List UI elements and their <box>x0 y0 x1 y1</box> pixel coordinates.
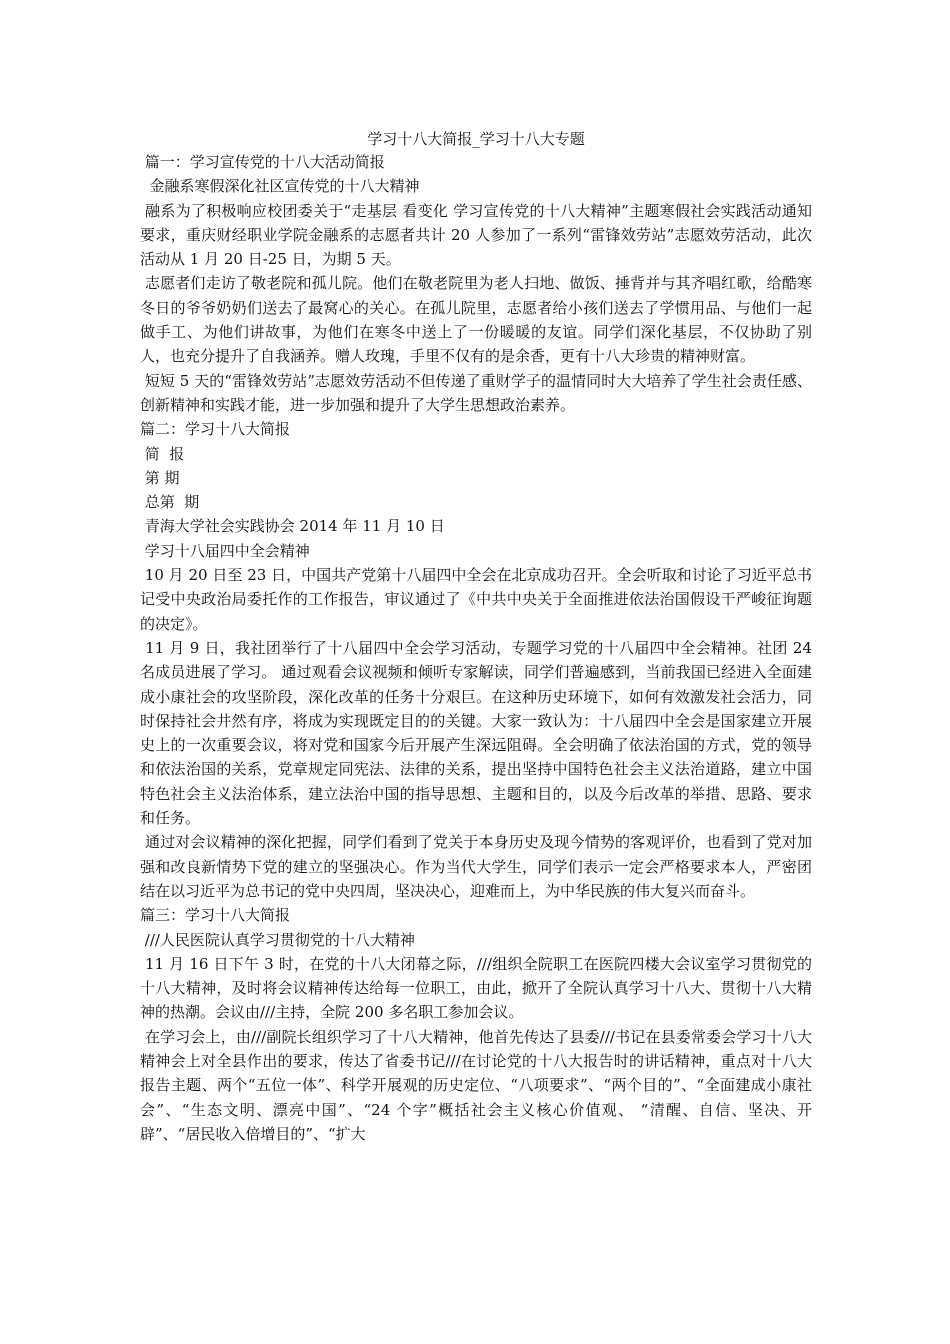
document-title: 学习十八大简报_学习十八大专题 <box>367 130 585 148</box>
section-heading: 青海大学社会实践协会 2014 年 11 月 10 日 <box>140 517 445 536</box>
body-paragraph: 11 月 9 日，我社团举行了十八届四中全会学习活动，专题学习党的十八届四中全会精神。社团 24 名成员进展了学习。 通过观看会议视频和倾听专家解读，同学们普遍感到，当前我国已经进入全面建成小康社会的攻坚阶段，深化改革的任务十分艰巨。在这种历史环境下，如何有效激发社会活力，同时保持社会井然有序，将成为实现既定目的的关键。大家一致认为：十八届四中全会是国家建立开展史上的一次重要会议，将对党和国家今后开展产生深远阻碍。全会明确了依法治国的方式，党的领导和依法治国的关系，党章规定同宪法、法律的关系，提出坚持中国特色社会主义法治道路，建立中国特色社会主义法治体系，建立法治中国的指导思想、主题和目的，以及今后改革的举措、思路、要求和任务。 <box>140 638 817 828</box>
body-paragraph: 通过对会议精神的深化把握，同学们看到了党关于本身历史及现今情势的客观评价，也看到了党对加强和改良新情势下党的建立的坚强决心。作为当代大学生，同学们表示一定会严格要求本人，严密团结在以习近平为总书记的党中央四周，坚决决心，迎难而上，为中华民族的伟大复兴而奋斗。 <box>140 833 812 900</box>
document-body <box>140 150 817 1146</box>
section-heading: 总第 期 <box>140 493 200 512</box>
section-heading: 篇一：学习宣传党的十八大活动简报 <box>140 153 385 171</box>
section-heading: 学习十八届四中全会精神 <box>140 541 310 560</box>
section-heading: 篇三：学习十八大简报 <box>140 906 291 925</box>
body-paragraph: 融系为了积极响应校团委关于“走基层 看变化 学习宣传党的十八大精神”主题寒假社会实践活动通知要求，重庆财经职业学院金融系的志愿者共计 20 人参加了一系列“雷锋效劳站”志愿效劳活动，此次活动从 1 月 20 日-25 日，为期 5 天。 <box>140 201 812 269</box>
section-heading: 第 期 <box>140 468 180 487</box>
document-page <box>140 128 817 1146</box>
body-paragraph: 短短 5 天的“雷锋效劳站”志愿效劳活动不但传递了重财学子的温情同时大大培养了学生社会责任感、创新精神和实践才能，进一步加强和提升了大学生思想政治素养。 <box>140 371 813 414</box>
body-paragraph: 志愿者们走访了敬老院和孤儿院。他们在敬老院里为老人扫地、做饭、捶背并与其齐唱红歌，给酷寒冬日的爷爷奶奶们送去了最窝心的关心。在孤儿院里，志愿者给小孩们送去了学惯用品、与他们一起做手工、为他们讲故事，为他们在寒冬中送上了一份暖暖的友谊。同学们深化基层，不仅协助了别人，也充分提升了自我涵养。赠人玫瑰，手里不仅有的是余香，更有十八大珍贵的精神财富。 <box>140 274 812 366</box>
section-heading: 简 报 <box>140 444 185 463</box>
body-paragraph: 11 月 16 日下午 3 时，在党的十八大闭幕之际，///组织全院职工在医院四楼大会议室学习贯彻党的十八大精神，及时将会议精神传达给每一位职工，由此，掀开了全院认真学习十八大、贯彻十八大精神的热潮。会议由///主持，全院 200 多名职工参加会议。 <box>140 954 812 1022</box>
section-heading: ///人民医院认真学习贯彻党的十八大精神 <box>140 930 415 949</box>
section-heading: 篇二：学习十八大简报 <box>140 420 291 439</box>
body-paragraph: 在学习会上，由///副院长组织学习了十八大精神，他首先传达了县委///书记在县委常委会学习十八大精神会上对全县作出的要求，传达了省委书记///在讨论党的十八大报告时的讲话精神，重点对十八大报告主题、两个“五位一体”、科学开展观的历史定位、“八项要求”、“两个目的”、“全面建成小康社会”、“生态文明、漂亮中国”、“24 个字”概括社会主义核心价值观、 “清醒、自信、坚决、开辟”、“居民收入倍增目的”、“扩大 <box>140 1027 812 1143</box>
section-heading: 金融系寒假深化社区宣传党的十八大精神 <box>140 177 420 196</box>
body-paragraph: 10 月 20 日至 23 日，中国共产党第十八届四中全会在北京成功召开。全会听取和讨论了习近平总书记受中央政治局委托作的工作报告，审议通过了《中共中央关于全面推进依法治国假设干严峻征询题的决定》。 <box>140 566 812 633</box>
